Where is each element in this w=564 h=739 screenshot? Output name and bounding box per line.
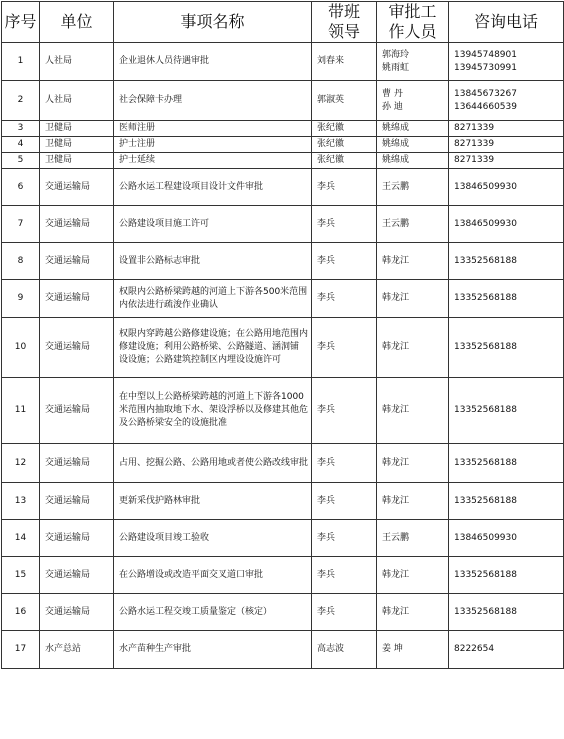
table-row <box>2 483 564 520</box>
cell-leader: 李兵 <box>312 520 377 557</box>
cell-staff <box>377 631 449 669</box>
cell-leader: 李兵 <box>312 444 377 483</box>
cell-phone <box>449 43 564 81</box>
cell-item: 占用、挖掘公路、公路用地或者使公路改线审批 <box>114 444 312 483</box>
phone-number: 13352568188 <box>454 495 517 506</box>
cell-item: 公路水运工程交竣工质量鉴定（核定） <box>114 594 312 631</box>
cell-seq: 5 <box>2 153 40 169</box>
table-row <box>2 137 564 153</box>
staff-name: 韩龙江 <box>382 405 410 415</box>
cell-unit: 人社局 <box>40 81 114 121</box>
staff-name: 韩龙江 <box>382 569 410 580</box>
cell-seq: 7 <box>2 206 40 243</box>
cell-phone <box>449 318 564 378</box>
cell-unit: 人社局 <box>40 43 114 81</box>
cell-seq: 10 <box>2 318 40 378</box>
phone-number: 13845673267 <box>454 88 517 99</box>
header-leader-line1: 带班 <box>327 2 360 21</box>
staff-name: 姚绵成 <box>382 123 410 133</box>
staff-name: 王云鹏 <box>382 532 410 543</box>
phone-number: 13846509930 <box>454 181 517 192</box>
header-unit: 单位 <box>40 2 114 43</box>
cell-item: 医师注册 <box>114 121 312 137</box>
header-leader <box>312 2 377 43</box>
table-row <box>2 378 564 444</box>
phone-number: 13846509930 <box>454 218 517 229</box>
cell-seq: 6 <box>2 169 40 206</box>
phone-number: 8222654 <box>454 644 495 654</box>
cell-leader: 郭淑英 <box>312 81 377 121</box>
phone-number: 8271339 <box>454 155 495 165</box>
staff-name: 韩龙江 <box>382 495 410 506</box>
cell-leader: 李兵 <box>312 243 377 280</box>
cell-seq: 11 <box>2 378 40 444</box>
phone-number: 13352568188 <box>454 405 517 415</box>
phone-number: 13352568188 <box>454 457 517 468</box>
header-phone: 咨询电话 <box>449 2 564 43</box>
cell-item: 公路建设项目施工许可 <box>114 206 312 243</box>
staff-name: 姚绵成 <box>382 155 410 165</box>
cell-leader: 李兵 <box>312 594 377 631</box>
header-leader-line2: 领导 <box>327 22 360 41</box>
staff-name: 韩龙江 <box>382 255 410 266</box>
cell-leader: 李兵 <box>312 280 377 318</box>
cell-leader: 李兵 <box>312 169 377 206</box>
staff-name: 韩龙江 <box>382 606 410 617</box>
cell-item: 在中型以上公路桥梁跨越的河道上下游各1000米范围内抽取地下水、架设浮桥以及修建其他危及公路桥梁安全的设施批准 <box>114 378 312 444</box>
cell-staff <box>377 206 449 243</box>
phone-number: 13644660539 <box>454 101 517 112</box>
cell-seq: 1 <box>2 43 40 81</box>
cell-item: 护士注册 <box>114 137 312 153</box>
cell-staff <box>377 378 449 444</box>
staff-name: 韩龙江 <box>382 342 410 352</box>
cell-unit: 交通运输局 <box>40 444 114 483</box>
table-row <box>2 206 564 243</box>
table-row <box>2 318 564 378</box>
cell-seq: 17 <box>2 631 40 669</box>
header-seq: 序号 <box>2 2 40 43</box>
cell-unit: 水产总站 <box>40 631 114 669</box>
cell-item: 公路建设项目竣工验收 <box>114 520 312 557</box>
cell-item: 在公路增设或改造平面交叉道口审批 <box>114 557 312 594</box>
cell-staff <box>377 43 449 81</box>
cell-phone <box>449 557 564 594</box>
table-row <box>2 444 564 483</box>
header-staff-line2: 作人员 <box>388 22 437 41</box>
cell-leader: 李兵 <box>312 206 377 243</box>
staff-name: 韩龙江 <box>382 293 410 303</box>
cell-staff <box>377 520 449 557</box>
phone-number: 13945748901 <box>454 49 517 60</box>
cell-staff <box>377 137 449 153</box>
table-row <box>2 594 564 631</box>
cell-item: 护士延续 <box>114 153 312 169</box>
cell-unit: 交通运输局 <box>40 594 114 631</box>
cell-unit: 卫健局 <box>40 137 114 153</box>
phone-number: 8271339 <box>454 139 495 149</box>
staff-name: 韩龙江 <box>382 457 410 468</box>
header-row <box>2 2 564 43</box>
cell-leader: 张纪徽 <box>312 153 377 169</box>
cell-unit: 交通运输局 <box>40 557 114 594</box>
header-item: 事项名称 <box>114 2 312 43</box>
staff-name: 姚绵成 <box>382 139 410 149</box>
cell-leader: 高志波 <box>312 631 377 669</box>
cell-seq: 3 <box>2 121 40 137</box>
cell-staff <box>377 594 449 631</box>
cell-staff <box>377 557 449 594</box>
cell-item: 社会保障卡办理 <box>114 81 312 121</box>
cell-seq: 14 <box>2 520 40 557</box>
cell-staff <box>377 318 449 378</box>
table-row <box>2 280 564 318</box>
phone-number: 13352568188 <box>454 293 517 303</box>
cell-leader: 李兵 <box>312 378 377 444</box>
cell-unit: 卫健局 <box>40 153 114 169</box>
cell-item: 企业退休人员待遇审批 <box>114 43 312 81</box>
cell-item: 公路水运工程建设项目设计文件审批 <box>114 169 312 206</box>
cell-leader: 李兵 <box>312 318 377 378</box>
phone-number: 13352568188 <box>454 606 517 617</box>
cell-staff <box>377 483 449 520</box>
phone-number: 13846509930 <box>454 532 517 543</box>
cell-item: 权限内公路桥梁跨越的河道上下游各500米范围内依法进行疏浚作业确认 <box>114 280 312 318</box>
cell-phone <box>449 594 564 631</box>
phone-number: 13352568188 <box>454 569 517 580</box>
cell-phone <box>449 243 564 280</box>
cell-unit: 交通运输局 <box>40 243 114 280</box>
table-row <box>2 121 564 137</box>
cell-phone <box>449 121 564 137</box>
cell-phone <box>449 378 564 444</box>
cell-staff <box>377 280 449 318</box>
cell-staff <box>377 81 449 121</box>
cell-seq: 4 <box>2 137 40 153</box>
cell-phone <box>449 169 564 206</box>
table-row <box>2 520 564 557</box>
phone-number: 13945730991 <box>454 62 517 73</box>
table-row <box>2 169 564 206</box>
table-row <box>2 243 564 280</box>
cell-unit: 交通运输局 <box>40 318 114 378</box>
cell-item: 水产苗种生产审批 <box>114 631 312 669</box>
staff-name: 曹 丹 <box>382 88 403 99</box>
cell-phone <box>449 280 564 318</box>
cell-unit: 卫健局 <box>40 121 114 137</box>
cell-phone <box>449 153 564 169</box>
table-row <box>2 81 564 121</box>
cell-phone <box>449 483 564 520</box>
cell-item: 更新采伐护路林审批 <box>114 483 312 520</box>
cell-seq: 15 <box>2 557 40 594</box>
phone-number: 13352568188 <box>454 255 517 266</box>
cell-seq: 2 <box>2 81 40 121</box>
cell-seq: 12 <box>2 444 40 483</box>
cell-staff <box>377 444 449 483</box>
cell-seq: 9 <box>2 280 40 318</box>
table-body <box>2 43 564 669</box>
header-staff <box>377 2 449 43</box>
phone-number: 13352568188 <box>454 342 517 352</box>
cell-item: 权限内穿跨越公路修建设施；在公路用地范围内修建设施；利用公路桥梁、公路隧道、涵洞铺 设设施；公路建筑控制区内埋设设施许可 <box>114 318 312 378</box>
cell-staff <box>377 121 449 137</box>
table-row <box>2 153 564 169</box>
cell-unit: 交通运输局 <box>40 483 114 520</box>
cell-leader: 刘春来 <box>312 43 377 81</box>
cell-unit: 交通运输局 <box>40 520 114 557</box>
table-row <box>2 557 564 594</box>
cell-seq: 8 <box>2 243 40 280</box>
cell-leader: 张纪徽 <box>312 121 377 137</box>
approval-contact-table <box>1 1 564 669</box>
table-row <box>2 631 564 669</box>
staff-name: 姜 坤 <box>382 644 403 654</box>
staff-name: 王云鹏 <box>382 181 410 192</box>
staff-name: 孙 迪 <box>382 101 403 112</box>
cell-phone <box>449 520 564 557</box>
cell-item: 设置非公路标志审批 <box>114 243 312 280</box>
cell-unit: 交通运输局 <box>40 206 114 243</box>
cell-seq: 16 <box>2 594 40 631</box>
cell-phone <box>449 137 564 153</box>
cell-leader: 李兵 <box>312 483 377 520</box>
staff-name: 郭海玲 <box>382 49 410 60</box>
cell-unit: 交通运输局 <box>40 169 114 206</box>
cell-unit: 交通运输局 <box>40 280 114 318</box>
staff-name: 姚雨虹 <box>382 62 410 73</box>
cell-phone <box>449 81 564 121</box>
cell-unit: 交通运输局 <box>40 378 114 444</box>
cell-phone <box>449 631 564 669</box>
header-staff-line1: 审批工 <box>388 2 437 21</box>
staff-name: 王云鹏 <box>382 218 410 229</box>
cell-staff <box>377 153 449 169</box>
cell-staff <box>377 169 449 206</box>
cell-staff <box>377 243 449 280</box>
cell-leader: 李兵 <box>312 557 377 594</box>
cell-phone <box>449 206 564 243</box>
table-row <box>2 43 564 81</box>
cell-phone <box>449 444 564 483</box>
phone-number: 8271339 <box>454 123 495 133</box>
cell-leader: 张纪徽 <box>312 137 377 153</box>
cell-seq: 13 <box>2 483 40 520</box>
